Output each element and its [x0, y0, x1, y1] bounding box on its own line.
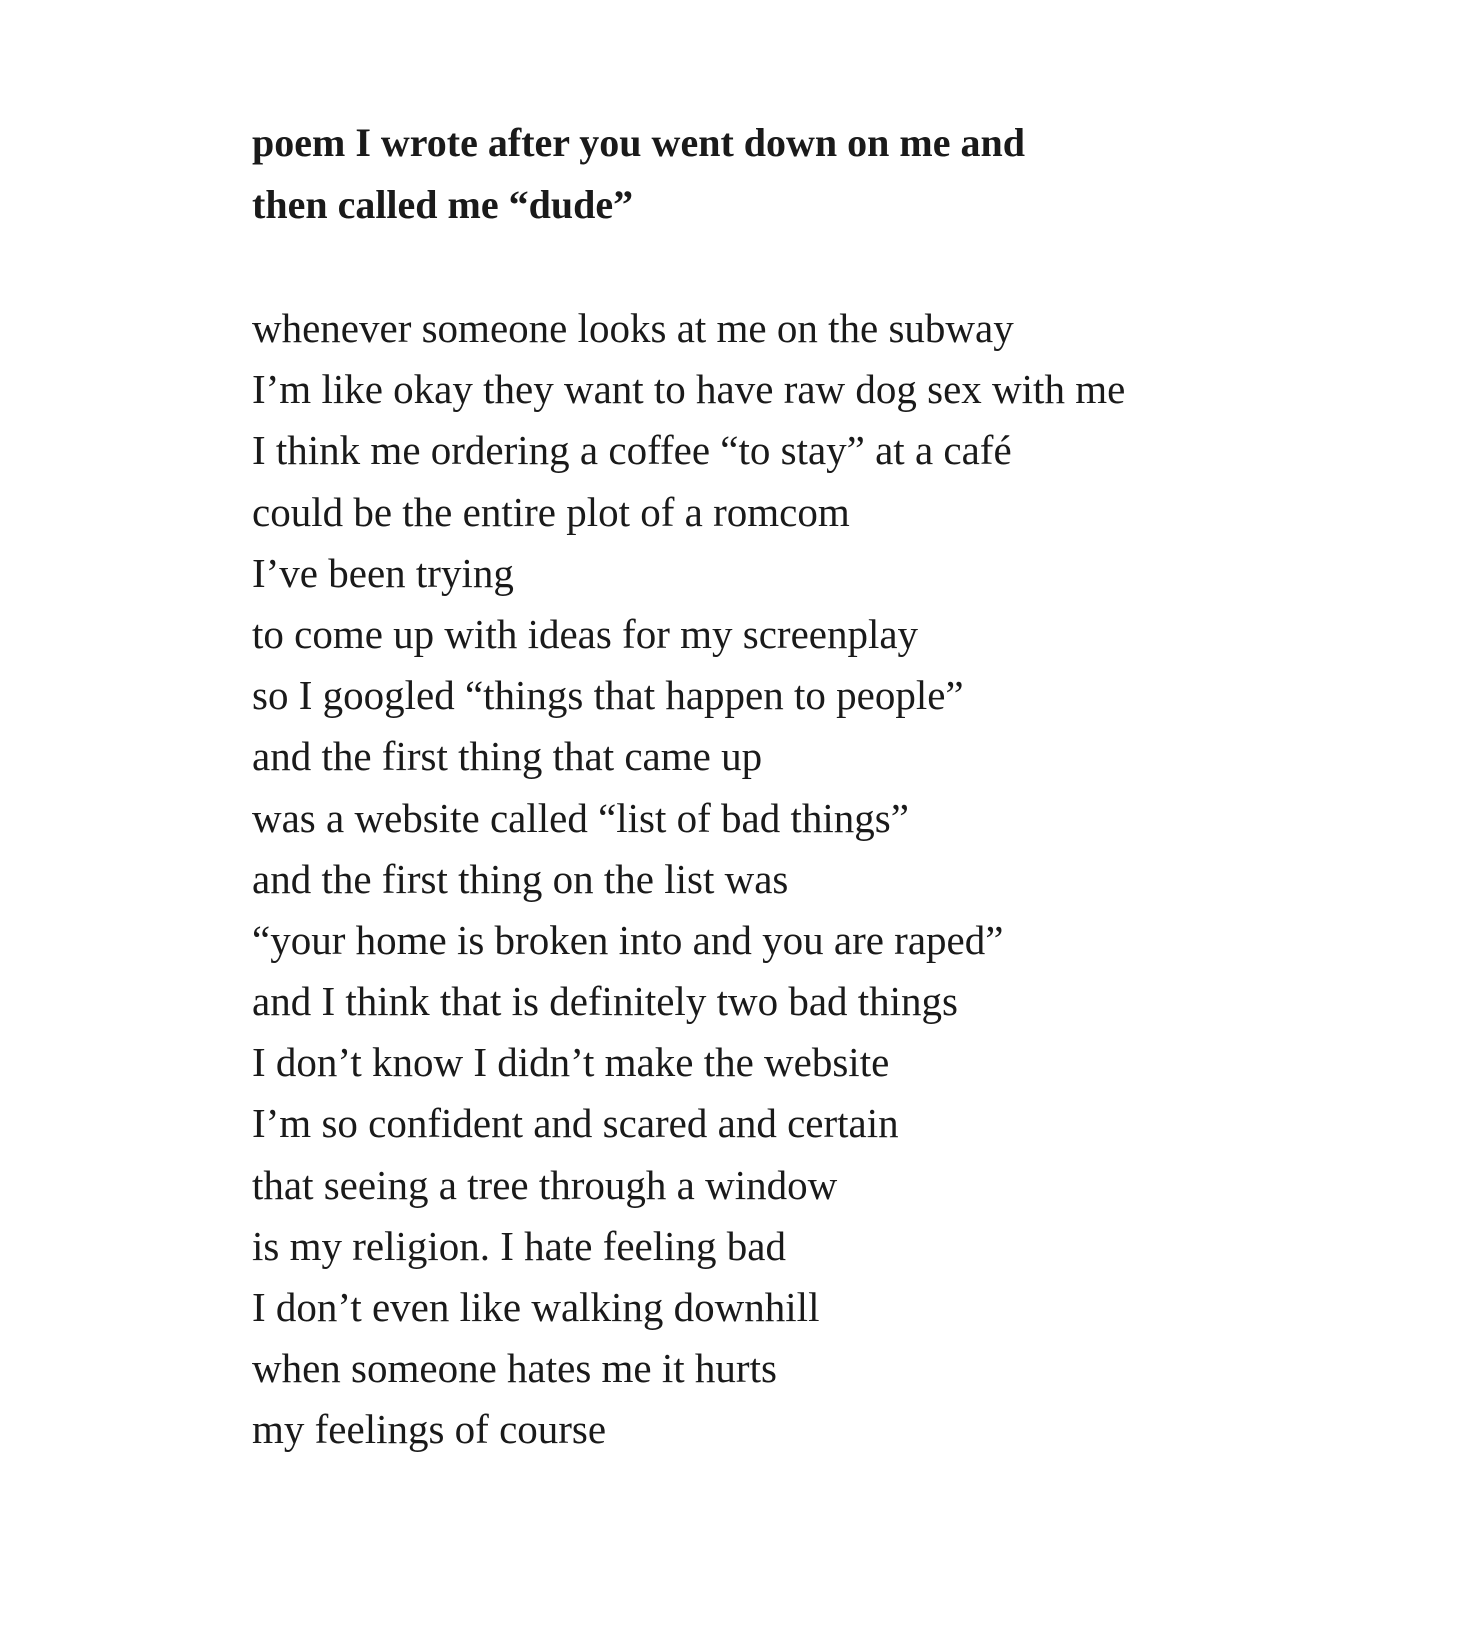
poem-line: could be the entire plot of a romcom — [252, 488, 850, 535]
poem-body — [252, 298, 1402, 1461]
poem-line: that seeing a tree through a window — [252, 1161, 838, 1208]
poem-line: I’m so confident and scared and certain — [252, 1100, 899, 1147]
poem-line: I’ve been trying — [252, 549, 514, 596]
poem-line: “your home is broken into and you are raped” — [252, 916, 1004, 963]
poem-line: whenever someone looks at me on the subway — [252, 305, 1014, 351]
poem-line: I don’t know I didn’t make the website — [252, 1039, 890, 1086]
poem-line: I think me ordering a coffee “to stay” at a café — [252, 427, 1012, 474]
poem-line: I’m like okay they want to have raw dog sex with me — [252, 366, 1126, 413]
poem-line: and the first thing on the list was — [252, 855, 789, 902]
poem-line: is my religion. I hate feeling bad — [252, 1222, 786, 1269]
poem-line: and the first thing that came up — [252, 733, 763, 780]
poem-title — [252, 112, 1252, 236]
poem-line: and I think that is definitely two bad things — [252, 978, 959, 1025]
poem-title-line-1: poem I wrote after you went down on me and — [252, 120, 1025, 165]
poem-line: my feelings of course — [252, 1406, 607, 1453]
poem-line: was a website called “list of bad things” — [252, 794, 909, 841]
poem-line: when someone hates me it hurts — [252, 1345, 777, 1392]
poem-title-line-2: then called me “dude” — [252, 182, 634, 227]
poem-line: to come up with ideas for my screenplay — [252, 610, 919, 657]
poem-line: I don’t even like walking downhill — [252, 1284, 820, 1330]
poem-line: so I googled “things that happen to people” — [252, 672, 964, 719]
